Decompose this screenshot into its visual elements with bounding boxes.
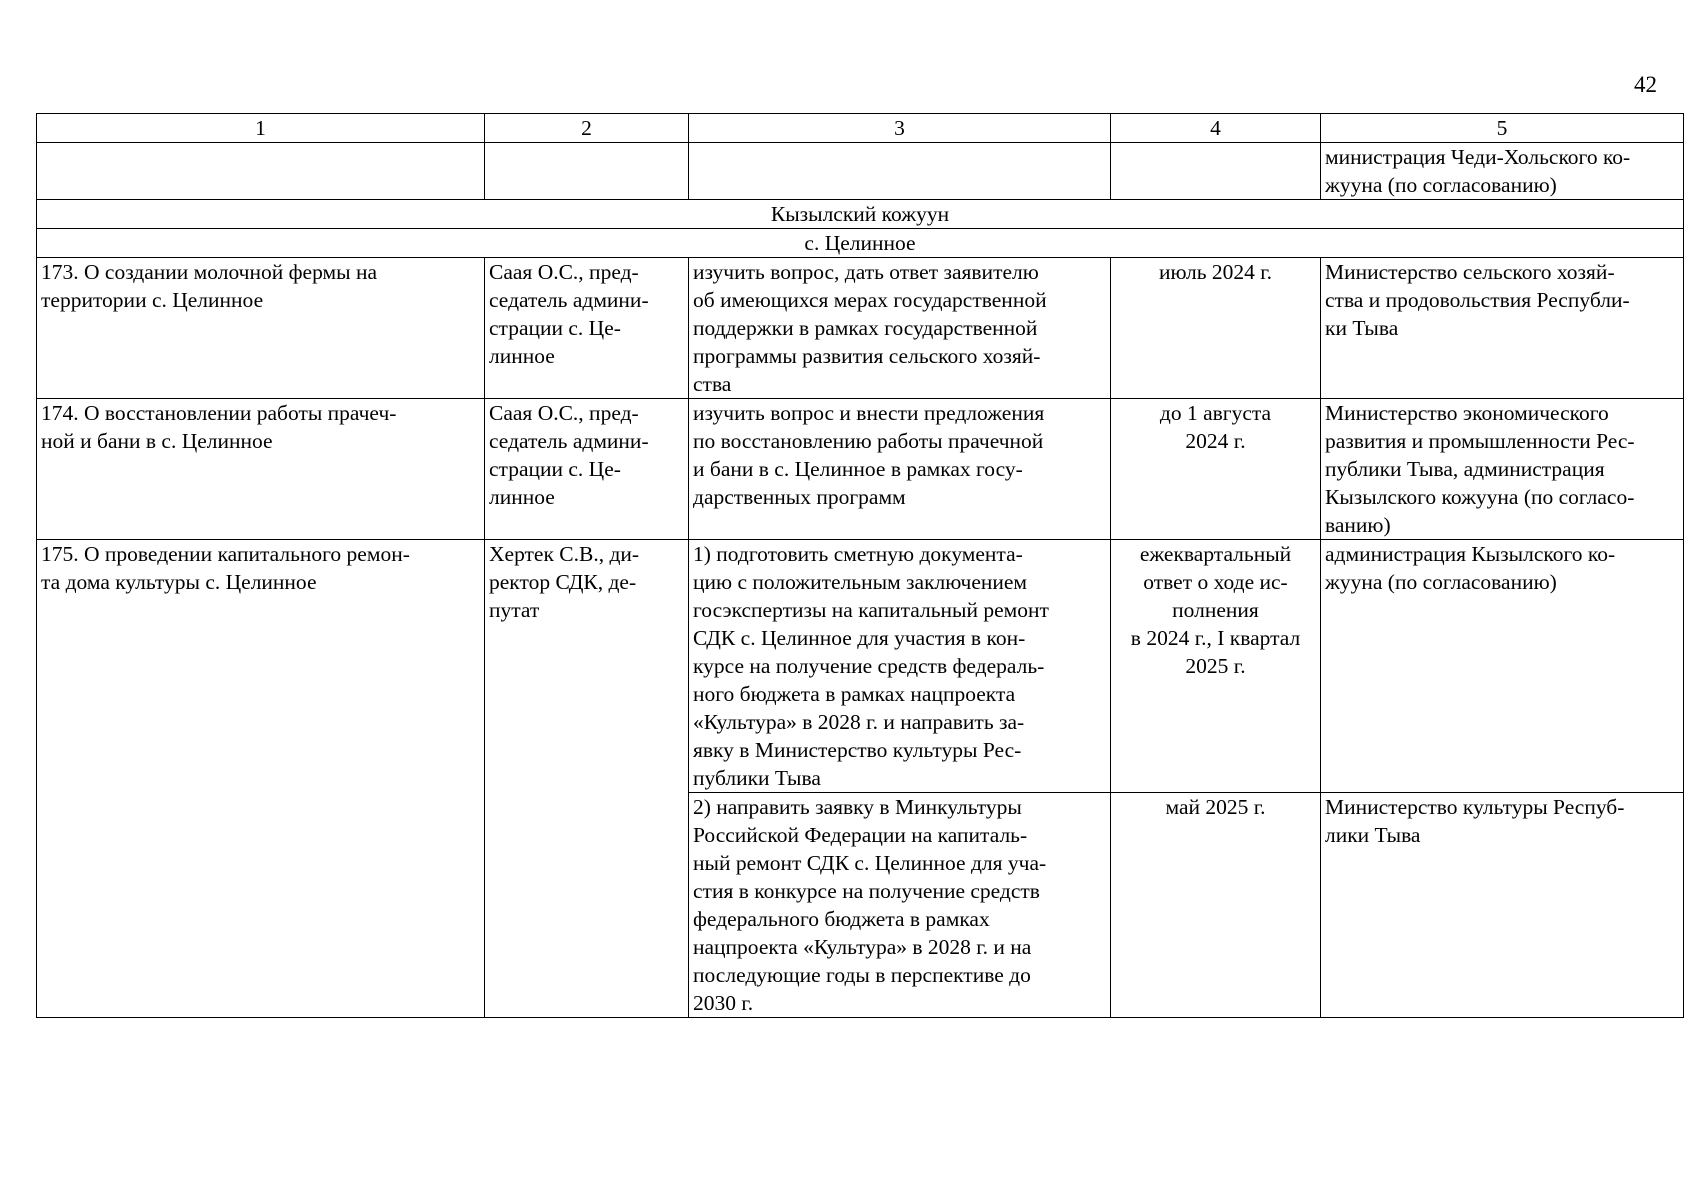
responsible-cell: Хертек С.В., ди- ректор СДК, де- путат	[485, 540, 689, 1018]
issue-cell: 173. О создании молочной фермы на территории с. Целинное	[37, 258, 485, 399]
action-cell: изучить вопрос и внести предложения по восстановлению работы прачечной и бани в с. Целинное в рамках госу- дарственных программ	[689, 399, 1111, 540]
action-cell: 2) направить заявку в Минкультуры Российской Федерации на капиталь- ный ремонт СДК с. Целинное для уча- стия в конкурсе на получение средств федерального бюджета в рамках нацпроекта «Культура» в 2028 г. и на последующие годы в перспективе до 2030 г.	[689, 793, 1111, 1018]
section-row-village	[37, 229, 1684, 258]
page-number: 42	[1634, 72, 1657, 97]
table-row	[37, 258, 1684, 399]
column-header-5: 5	[1321, 114, 1684, 143]
column-header-4: 4	[1111, 114, 1321, 143]
measures-table	[36, 113, 1684, 1018]
empty-cell	[37, 143, 485, 200]
village-heading: с. Целинное	[37, 229, 1684, 258]
issue-cell: 175. О проведении капитального ремон- та дома культуры с. Целинное	[37, 540, 485, 1018]
table-row	[37, 540, 1684, 793]
responsible-cell: Саая О.С., пред- седатель админи- страции с. Це- линное	[485, 399, 689, 540]
column-header-1: 1	[37, 114, 485, 143]
section-row-district	[37, 200, 1684, 229]
table-row	[37, 399, 1684, 540]
executor-cell: Министерство сельского хозяй- ства и продовольствия Республи- ки Тыва	[1321, 258, 1684, 399]
empty-cell	[1111, 143, 1321, 200]
executor-cell: министрация Чеди-Хольского ко- жууна (по согласованию)	[1321, 143, 1684, 200]
column-header-3: 3	[689, 114, 1111, 143]
empty-cell	[689, 143, 1111, 200]
responsible-cell: Саая О.С., пред- седатель админи- страции с. Це- линное	[485, 258, 689, 399]
action-cell: 1) подготовить сметную документа- цию с положительным заключением госэкспертизы на капитальный ремонт СДК с. Целинное для участия в кон- курсе на получение средств федераль- ного бюджета в рамках нацпроекта «Культура» в 2028 г. и направить за- явку в Министерство культуры Рес- публики Тыва	[689, 540, 1111, 793]
executor-cell: Министерство экономического развития и промышленности Рес- публики Тыва, администрация Кызылского кожууна (по согласо- ванию)	[1321, 399, 1684, 540]
deadline-cell: июль 2024 г.	[1111, 258, 1321, 399]
executor-cell: администрация Кызылского ко- жууна (по согласованию)	[1321, 540, 1684, 793]
deadline-cell: ежеквартальный ответ о ходе ис- полнения в 2024 г., I квартал 2025 г.	[1111, 540, 1321, 793]
column-number-row	[37, 114, 1684, 143]
executor-cell: Министерство культуры Респуб- лики Тыва	[1321, 793, 1684, 1018]
issue-cell: 174. О восстановлении работы прачеч- ной и бани в с. Целинное	[37, 399, 485, 540]
action-cell: изучить вопрос, дать ответ заявителю об имеющихся мерах государственной поддержки в рамках государственной программы развития сельского хозяй- ства	[689, 258, 1111, 399]
deadline-cell: май 2025 г.	[1111, 793, 1321, 1018]
district-heading: Кызылский кожуун	[37, 200, 1684, 229]
column-header-2: 2	[485, 114, 689, 143]
deadline-cell: до 1 августа 2024 г.	[1111, 399, 1321, 540]
empty-cell	[485, 143, 689, 200]
continuation-row	[37, 143, 1684, 200]
